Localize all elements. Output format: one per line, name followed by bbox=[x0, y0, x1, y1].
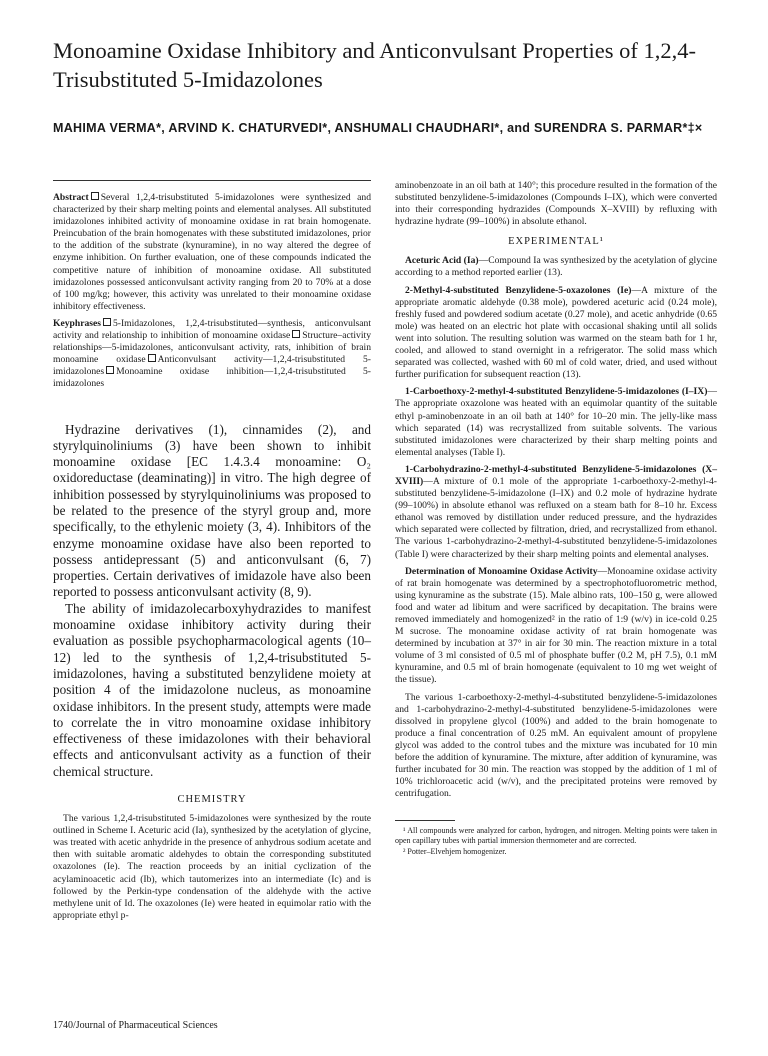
footnote: ¹ All compounds were analyzed for carbon, hydrogen, and nitrogen. Melting points were taken in open capillary tubes with partial immersion thermometer and are corrected. bbox=[395, 826, 717, 845]
experimental-heading: EXPERIMENTAL¹ bbox=[508, 236, 604, 248]
section-heading: Determination of Monoamine Oxidase Activity bbox=[405, 565, 598, 577]
box-icon bbox=[148, 354, 156, 362]
section-text: —Compound Ia was synthesized by the acetylation of glycine according to a method reported earlier (13). bbox=[395, 255, 717, 279]
section-carbohydrazino bbox=[395, 464, 717, 561]
right-column bbox=[395, 180, 717, 857]
section-text: —Monoamine oxidase activity of rat brain homogenate was determined by a spectrophotofluorometric method, using kynuramine as the substrate (15). Male albino rats, 100–150 g, were allowed food and water ad libitum and were sacrificed by decapitation. The brains were removed immediately and homogenized² in the ratio of 1:9 (w/v) in ice-cold 0.25 M sucrose. The monoamine oxidase activity of rat brain homogenate was determined by incubation at 37° in air for 30 min. The reaction mixture in a total volume of 3 ml consisted of 0.5 ml of phosphate buffer (0.2 M, pH 7.5), 0.1 mM kynuramine, and 0.5 ml of brain homogenate (equivalent to 10 mg wet weight of the tissue). bbox=[395, 565, 717, 686]
abstract-top-rule bbox=[53, 180, 371, 181]
mao-paragraph-2: The various 1-carboethoxy-2-methyl-4-substituted benzylidene-5-imidazolones and 1-carbohydrazino-2-methyl-4-substituted benzylidene-5-imidazolones were dissolved in propylene glycol (100%) and added to the brain homogenate to produce a final concentration of 0.25 mM. An equivalent amount of propylene glycol was added to the control tubes and the mixture was incubated for 10 min before the addition of kynuramine. The mixture, after addition of kynuramine, was further incubated for 30 min. The reaction was stopped by the addition of 1 ml of 10% trichloroacetic acid (w/v), and the precipitated proteins were removed by centrifugation. bbox=[395, 691, 717, 800]
keyphrases-label: Keyphrases bbox=[53, 317, 101, 329]
chemistry-heading: CHEMISTRY bbox=[177, 794, 247, 806]
abstract-text: Several 1,2,4-trisubstituted 5-imidazolones were synthesized and characterized by their sharp melting points and elemental analyses. All substituted imidazolones inhibited activity of monoamine oxidase in rat brain homogenate. Preincubation of the brain homogenates with these substituted imidazolones, prior to the addition of the substrate (kynuramine), in no way altered the degree of enzyme inhibition. On further evaluation, one of these compounds indicated the competitive nature of inhibition of monoamine oxidase. All substituted imidazolones possessed anticonvulsant activity ranging from 20 to 70% at a dose of 100 mg/kg; however, this activity was unrelated to their monoamine oxidase inhibitory effectiveness. bbox=[53, 192, 371, 312]
section-carboethoxy bbox=[395, 386, 717, 459]
continued-paragraph: aminobenzoate in an oil bath at 140°; this procedure resulted in the formation of the substituted benzylidene-5-imidazolones (Compounds I–IX), which were converted into their corresponding hydrazides (Compounds X–XVIII) by refluxing with hydrazine hydrate (99–100%) in absolute ethanol. bbox=[395, 180, 717, 228]
chemistry-paragraph: The various 1,2,4-trisubstituted 5-imidazolones were synthesized by the route outlined in Scheme I. Aceturic acid (Ia), synthesized by the acetylation of glycine, was treated with acetic anhydride in the presence of anhydrous sodium acetate and then with suitable aromatic aldehydes to obtain the corresponding substituted oxazolones (Ie). The reaction proceeds by an initial cyclization of the acylaminoacetic acid (Ib), which tautomerizes into an intermediate (Ic) and is followed by the Perkin-type condensation of the aldehyde with the active methylene unit of Id. The oxazolones (Ie) were heated in equimolar ratio with the appropriate ethyl p- bbox=[53, 813, 371, 921]
author-list: MAHIMA VERMA*, ARVIND K. CHATURVEDI*, ANSHUMALI CHAUDHARI*, and SURENDRA S. PARMAR*‡× bbox=[53, 121, 703, 135]
keyphrase-item: Anticonvulsant activity—1,2,4-trisubstituted 5-imidazolones bbox=[53, 354, 371, 378]
left-column bbox=[53, 192, 371, 927]
section-oxazolones bbox=[395, 285, 717, 382]
intro-paragraph: Hydrazine derivatives (1), cinnamides (2), and styrylquinoliniums (3) have been shown to inhibit monoamine oxidase [EC 1.4.3.4 monoamine: O₂ oxidoreductase (deaminating)] in vitro. The high degree of inhibition possessed by styrylquinoliniums was proposed to be related to the presence of the styryl group and, more specifically, to the ethylenic moiety (3, 4). Inhibitors of the enzyme monoamine oxidase have also been reported to possess antidepressant (5) and anticonvulsant (6, 7) properties. Certain derivatives of imidazole have also been reported to possess anticonvulsant activity (8, 9). bbox=[53, 421, 371, 600]
footnote: ² Potter–Elvehjem homogenizer. bbox=[403, 846, 507, 856]
keyphrases bbox=[53, 318, 371, 391]
section-heading: 2-Methyl-4-substituted Benzylidene-5-oxazolones (Ie) bbox=[405, 284, 632, 296]
section-text: —A mixture of 0.1 mole of the appropriate 1-carboethoxy-2-methyl-4-substituted benzylidene-5-imidazolone (I–IX) and 0.2 mole of hydrazine hydrate (99–100%) in absolute ethanol was refluxed on a steam bath for 8–10 hr. Excess ethanol was removed by distillation under reduced pressure, and the hydrazides which separated were collected by filtration, dried, and recrystallized from ethanol. The various 1-carbohydrazino-2-methyl-4-substituted benzylidene-5-imidazolones (Table I) were characterized by their sharp melting points and elemental analyses. bbox=[395, 475, 717, 560]
section-heading: 1-Carbohydrazino-2-methyl-4-substituted Benzylidene-5-imidazolones (X–XVIII) bbox=[395, 463, 717, 487]
box-icon bbox=[106, 366, 114, 374]
keyphrase-item: 5-Imidazolones, 1,2,4-trisubstituted—synthesis, anticonvulsant activity and relationship to inhibition of monoamine oxidase bbox=[53, 317, 371, 342]
keyphrase-item: Structure–activity relationships—5-imidazolones, anticonvulsant activity, rats, inhibition of brain monoamine oxidase bbox=[53, 330, 371, 366]
abstract bbox=[53, 192, 371, 313]
article-title: Monoamine Oxidase Inhibitory and Anticonvulsant Properties of 1,2,4-Trisubstituted 5-Imidazolones bbox=[53, 38, 697, 92]
section-aceturic-acid bbox=[395, 255, 717, 279]
section-mao-activity bbox=[395, 566, 717, 687]
box-icon bbox=[91, 192, 99, 200]
section-text: —A mixture of the appropriate aromatic aldehyde (0.38 mole), powdered aceturic acid (0.24 mole), freshly fused and powdered sodium acetate (0.27 mole), and acetic anhydride (0.65 mole) was heated on an electric hot plate with occasional shaking until all solids went into solution. The resulting solution was warmed on the steam bath for 1 hr, cooled, and allowed to stand overnight in a refrigerator. The solid mass which separated was collected, washed with 60 ml of cold water, dried, and used without further purification for subsequent reaction (13). bbox=[395, 284, 717, 381]
box-icon bbox=[292, 330, 300, 338]
intro-paragraph: The ability of imidazolecarboxyhydrazides to manifest monoamine oxidase inhibitory activity during their evaluation as possible psychopharmacological agents (10–12) led to the synthesis of 1,2,4-trisubstituted 5-imidazolones, having a substituted benzylidene moiety at position 4 of the imidazolone nucleus, as monoamine oxidase inhibitors. In the present study, attempts were made to correlate the in vitro monoamine oxidase inhibitory effectiveness of these imidazolones with their behavioral effects and anticonvulsant activity as a function of their chemical structure. bbox=[53, 600, 371, 779]
abstract-label: Abstract bbox=[53, 192, 89, 203]
box-icon bbox=[103, 318, 111, 326]
footnote-rule bbox=[395, 820, 455, 821]
page-footer: 1740/Journal of Pharmaceutical Sciences bbox=[53, 1020, 218, 1031]
section-heading: 1-Carboethoxy-2-methyl-4-substituted Benzylidene-5-imidazolones (I–IX) bbox=[405, 386, 708, 398]
section-text: —The appropriate oxazolone was heated with an equimolar quantity of the suitable ethyl p-aminobenzoate in an oil bath at 140° for 10–20 min. The jelly-like mass which separated (14) was recrystallized from suitable solvents. The various substituted imidazolones were characterized by their sharp melting points and elemental analyses (Table I). bbox=[395, 386, 717, 458]
keyphrase-item: Monoamine oxidase inhibition—1,2,4-trisubstituted 5-imidazolones bbox=[53, 366, 371, 390]
section-heading: Aceturic Acid (Ia) bbox=[405, 255, 479, 267]
